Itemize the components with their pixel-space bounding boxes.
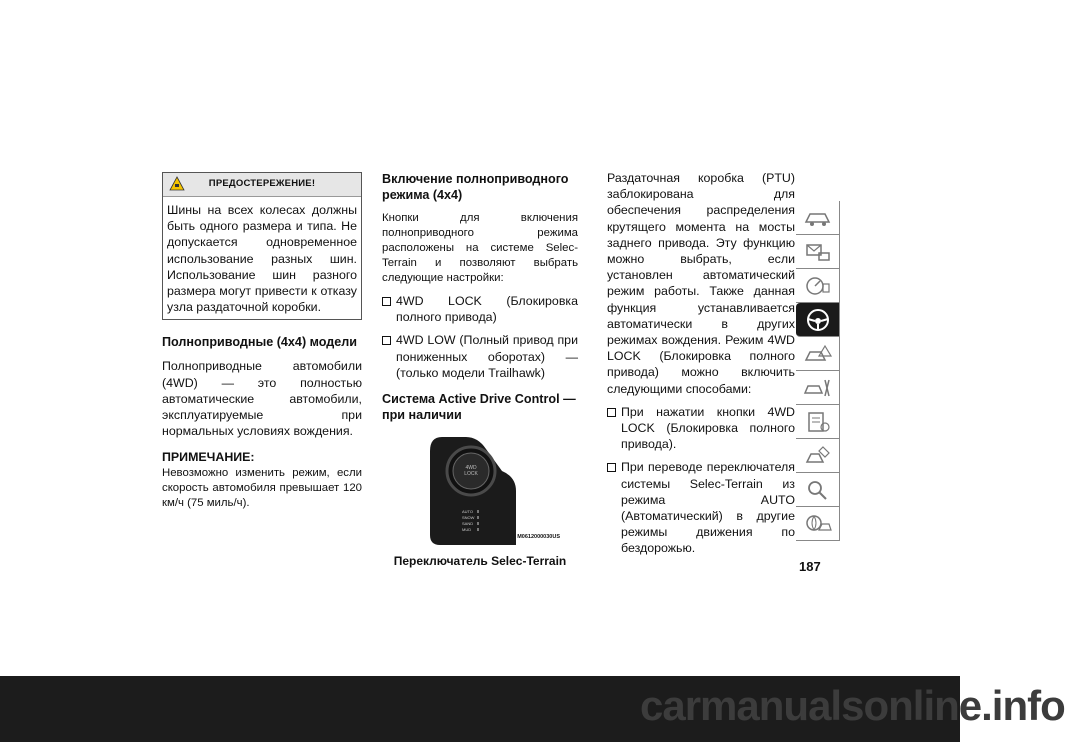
checkbox-bullet-icon	[607, 463, 616, 472]
tab-car-gauge[interactable]	[796, 269, 840, 303]
warning-title: ПРЕДОСТЕРЕЖЕНИЕ!	[208, 178, 316, 190]
tab-checklist[interactable]	[796, 405, 840, 439]
checkbox-bullet-icon	[382, 336, 391, 345]
figure-code: M0612000030US	[517, 533, 560, 540]
tab-car-globe[interactable]	[796, 507, 840, 541]
tab-car-warning[interactable]	[796, 337, 840, 371]
tab-car-tools[interactable]	[796, 371, 840, 405]
car-dashboard-icon	[803, 206, 833, 230]
column-2	[382, 171, 578, 569]
car-globe-icon	[803, 512, 833, 536]
car-envelope-icon	[803, 240, 833, 264]
magnifier-icon	[803, 478, 833, 502]
mode-label: AUTO	[462, 509, 474, 515]
page-number: 187	[799, 559, 821, 574]
section-heading: Включение полноприводного режима (4x4)	[382, 172, 569, 202]
watermark-bar	[0, 676, 1065, 742]
list-item: 4WD LOCK (Блокировка полного привода)	[382, 293, 578, 325]
warning-box	[162, 172, 362, 320]
warning-text: Шины на всех колесах должны быть одного размера и типа. Не допускается одновременное использование разных шин. Использование шин разного размера могут привести к отказу узла раздаточной коробки.	[167, 203, 357, 315]
mode-label: SNOW	[462, 515, 475, 521]
checkbox-bullet-icon	[607, 408, 616, 417]
steering-wheel-icon	[803, 307, 833, 333]
tab-magnifier[interactable]	[796, 473, 840, 507]
section-heading: Полноприводные (4x4) модели	[162, 335, 358, 350]
column-1	[162, 172, 362, 511]
tab-car-wrench[interactable]	[796, 439, 840, 473]
tab-steering-wheel[interactable]	[796, 303, 840, 337]
checkbox-bullet-icon	[382, 297, 391, 306]
car-warning-icon	[803, 342, 833, 366]
car-gauge-icon	[803, 274, 833, 298]
section-heading: Система Active Drive Control — при наличии	[382, 392, 576, 423]
list-item: При переводе переключателя системы Selec-Terrain из режима AUTO (Автоматический) в другие режимы движения по бездорожью.	[607, 459, 795, 556]
note-title: ПРИМЕЧАНИЕ:	[162, 450, 255, 465]
list-item: При нажатии кнопки 4WD LOCK (Блокировка полного привода).	[607, 404, 795, 453]
mode-label: SAND	[462, 521, 474, 527]
warning-icon	[169, 176, 185, 192]
watermark-text: carmanualsonline.info	[640, 682, 1065, 729]
note-text: Невозможно изменить режим, если скорость автомобиля превышает 120 км/ч (75 миль/ч).	[162, 466, 362, 509]
section-paragraph: Полноприводные автомобили (4WD) — это полностью автоматические автомобили, эксплуатируемые при нормальных условиях вождения.	[162, 359, 362, 439]
column-3	[607, 170, 795, 557]
car-tools-icon	[803, 376, 833, 400]
tab-car-envelope[interactable]	[796, 235, 840, 269]
selec-terrain-figure	[382, 431, 578, 549]
tab-car-dashboard[interactable]	[796, 201, 840, 235]
car-wrench-icon	[803, 444, 833, 468]
warning-header	[163, 173, 361, 197]
mode-label: MUD	[462, 527, 472, 533]
button-label: 4WD	[465, 465, 477, 472]
section-paragraph: Кнопки для включения полноприводного режима расположены на системе Selec-Terrain и позволяют выбрать следующие настройки:	[382, 212, 578, 284]
button-label: LOCK	[464, 471, 478, 478]
figure-caption: Переключатель Selec-Terrain	[393, 554, 567, 569]
checklist-icon	[803, 410, 833, 434]
section-paragraph: Раздаточная коробка (PTU) заблокирована для обеспечения распределения крутящего момента на мосты заднего привода. Эту функцию можно выбрать, если установлен автоматический режим работы. Также данная функция устанавливается автоматически в других режимах вождения. Режим 4WD LOCK (Блокировка полного привода) можно включить следующими способами:	[607, 171, 795, 396]
list-item: 4WD LOW (Полный привод при пониженных оборотах) — (только модели Trailhawk)	[382, 332, 578, 381]
